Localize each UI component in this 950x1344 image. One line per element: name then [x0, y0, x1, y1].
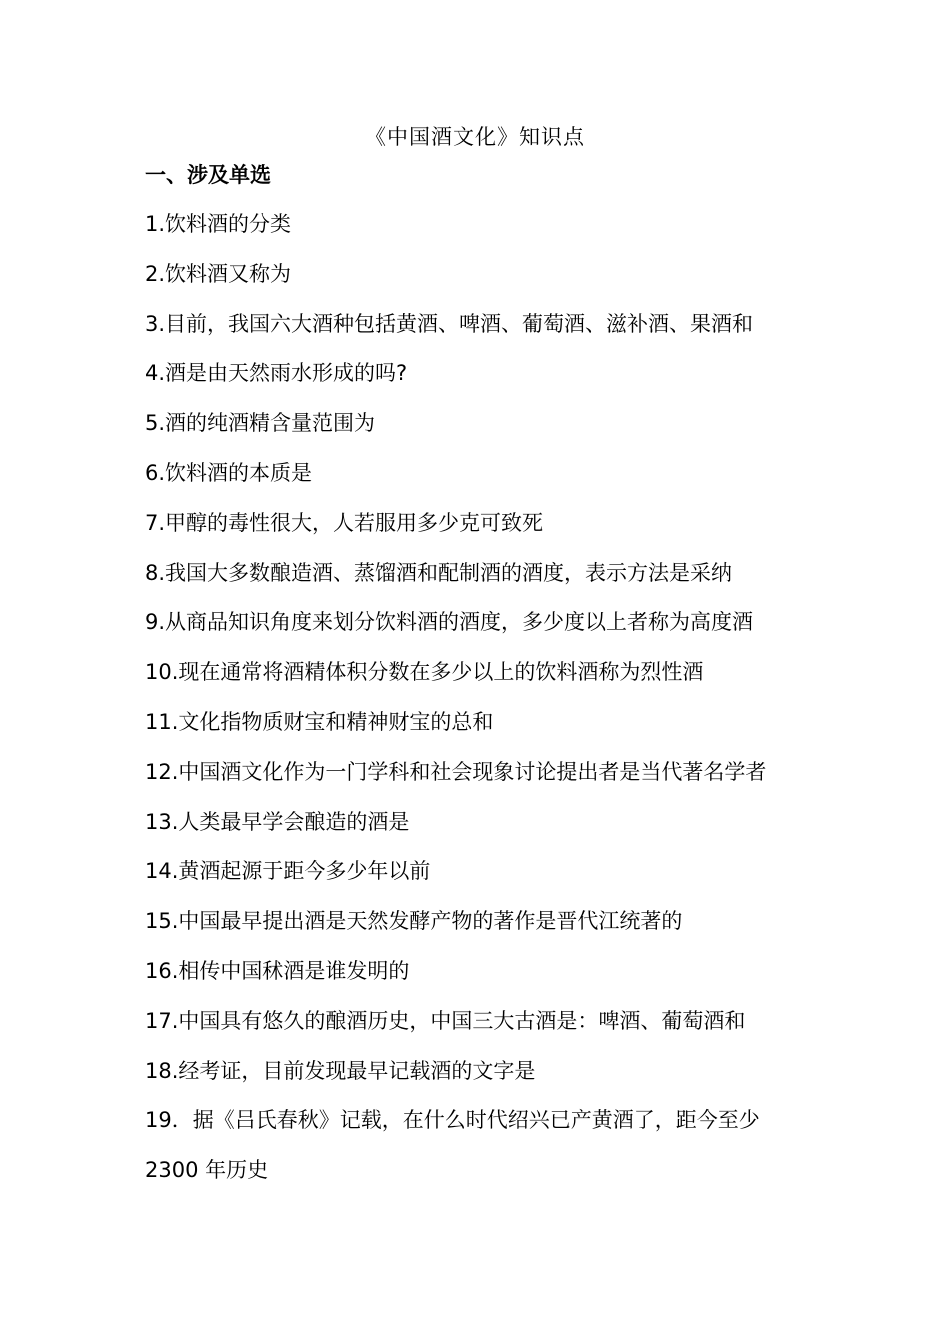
- question-item: 9.从商品知识角度来划分饮料酒的酒度，多少度以上者称为高度酒: [145, 610, 754, 635]
- question-item: 4.酒是由天然雨水形成的吗?: [145, 361, 408, 386]
- question-item: 7.甲醇的毒性很大，人若服用多少克可致死: [145, 510, 544, 535]
- question-item: 6.饮料酒的本质是: [145, 460, 313, 485]
- question-item: 1.饮料酒的分类: [145, 212, 292, 236]
- question-item: 13.人类最早学会酿造的酒是: [145, 809, 410, 834]
- question-item: 10.现在通常将酒精体积分数在多少以上的饮料酒称为烈性酒: [145, 660, 704, 685]
- question-item: 16.相传中国秫酒是谁发明的: [145, 958, 410, 983]
- question-item-19-continuation: 2300 年历史: [145, 1158, 269, 1183]
- question-item-19: 19．据《吕氏春秋》记载，在什么时代绍兴已产黄酒了，距今至少: [145, 1108, 760, 1133]
- question-item: 18.经考证，目前发现最早记载酒的文字是: [145, 1058, 536, 1083]
- question-item: 14.黄酒起源于距今多少年以前: [145, 859, 431, 884]
- question-item: 8.我国大多数酿造酒、蒸馏酒和配制酒的酒度，表示方法是采纳: [145, 560, 733, 585]
- question-item: 11.文化指物质财宝和精神财宝的总和: [145, 709, 494, 734]
- question-item: 2.饮料酒又称为: [145, 261, 292, 286]
- question-item: 17.中国具有悠久的酿酒历史，中国三大古酒是：啤酒、葡萄酒和: [145, 1008, 746, 1033]
- question-item: 15.中国最早提出酒是天然发酵产物的著作是晋代江统著的: [145, 909, 683, 934]
- question-item: 5.酒的纯酒精含量范围为: [145, 411, 376, 436]
- question-item: 3.目前，我国六大酒种包括黄酒、啤酒、葡萄酒、滋补酒、果酒和: [145, 311, 754, 336]
- section-heading: 一、涉及单选: [145, 163, 271, 187]
- question-item: 12.中国酒文化作为一门学科和社会现象讨论提出者是当代著名学者: [145, 759, 767, 784]
- question-list: [145, 209, 825, 1205]
- document-title: 《中国酒文化》知识点: [365, 125, 585, 149]
